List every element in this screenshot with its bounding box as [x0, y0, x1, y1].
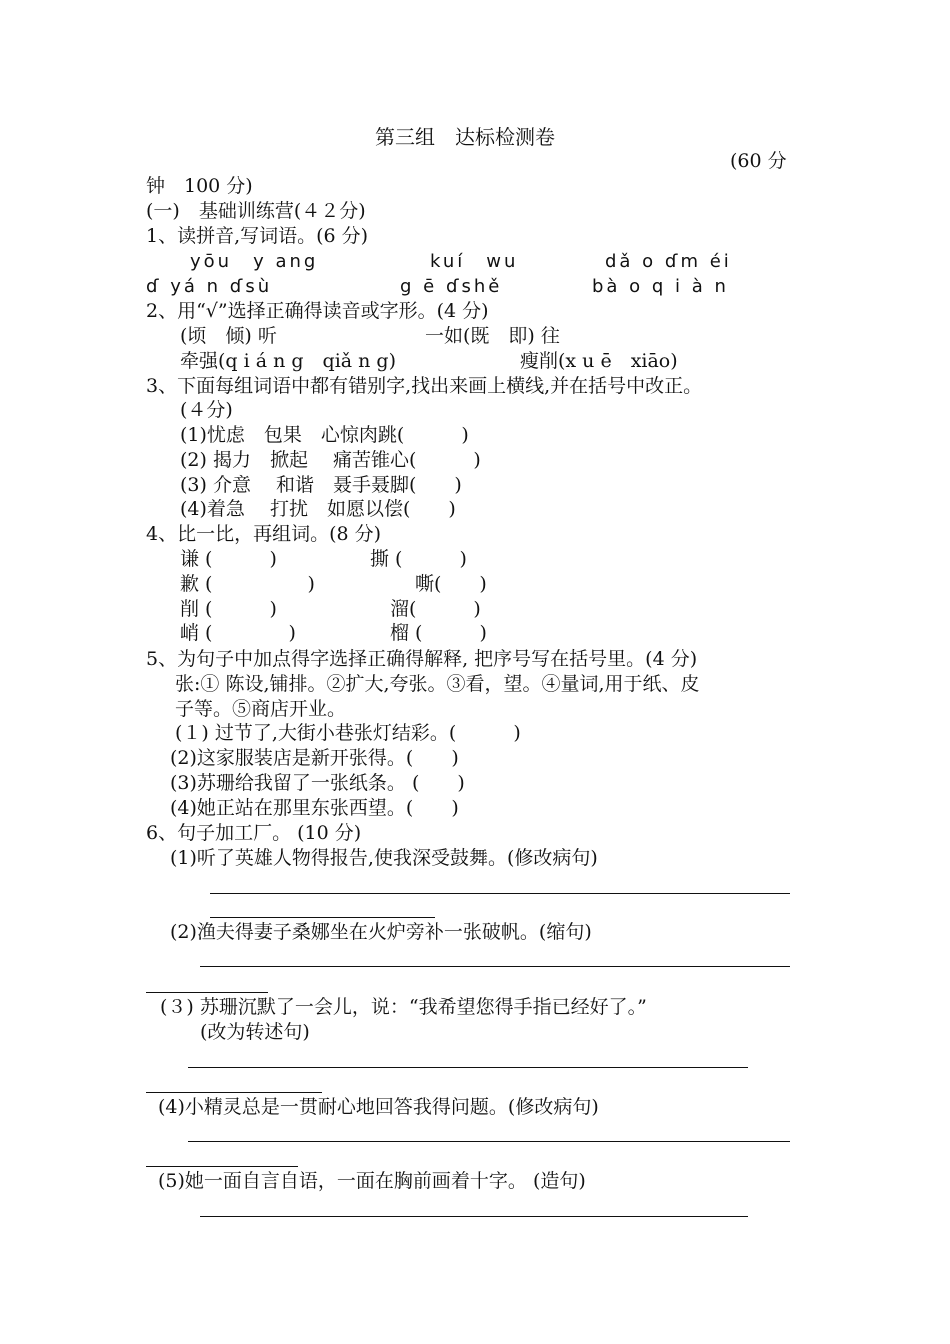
answer-line[interactable] — [146, 1166, 298, 1167]
pinyin-item: ɗ yá n ɗsù — [146, 276, 273, 297]
compare-item: 溜( ) — [390, 598, 481, 620]
question-3-score: (４分) — [180, 399, 233, 421]
compare-item: 谦 ( ) — [180, 548, 277, 570]
question-4-stem: 4、比一比，再组词。(8 分) — [146, 523, 382, 545]
page-title: 第三组 达标检测卷 — [375, 125, 555, 149]
compare-item: 峭 ( ) — [180, 622, 296, 644]
answer-line[interactable] — [146, 992, 268, 993]
question-5-stem: 5、为句子中加点得字选择正确得解释, 把序号写在括号里。(4 分) — [146, 648, 698, 670]
list-item: (3)苏珊给我留了一张纸条。 ( ) — [170, 772, 465, 794]
answer-line[interactable] — [210, 917, 435, 918]
compare-item: 削 ( ) — [180, 598, 277, 620]
compare-item: 歉 ( ) — [180, 573, 315, 595]
section-heading: (一) 基础训练营(４２分) — [146, 200, 366, 222]
list-item: (1)忧虑 包果 心惊肉跳( ) — [180, 424, 469, 446]
compare-item: 嘶( ) — [415, 573, 487, 595]
compare-item: 榴 ( ) — [390, 622, 487, 644]
compare-item: 撕 ( ) — [370, 548, 467, 570]
pinyin-item: bà o q i à n — [592, 276, 729, 297]
list-item: (3) 介意 和谐 聂手聂脚( ) — [180, 474, 462, 496]
list-item: (4)着急 打扰 如愿以偿( ) — [180, 498, 456, 520]
answer-line[interactable] — [200, 966, 790, 967]
answer-line[interactable] — [146, 1092, 322, 1093]
choice-item: 一如(既 即) 往 — [425, 325, 560, 347]
question-2-stem: 2、用“√”选择正确得读音或字形。(4 分) — [146, 300, 489, 322]
list-item: (１) 过节了,大街小巷张灯结彩。( ) — [175, 722, 521, 744]
choice-item: 瘦削(x u ē xiāo) — [520, 350, 678, 372]
pinyin-item: yōu y ang — [190, 251, 319, 272]
answer-line[interactable] — [188, 1141, 790, 1142]
list-item: (３) 苏珊沉默了一会儿，说：“我希望您得手指已经好了。” — [160, 996, 647, 1018]
choice-item: (顷 倾) 听 — [180, 325, 277, 347]
time-limit-part-b: 钟 100 分) — [146, 175, 253, 197]
answer-line[interactable] — [210, 893, 790, 894]
answer-line[interactable] — [200, 1216, 748, 1217]
definition-line: 张:① 陈设,铺排。②扩大,夸张。③看，望。④量词,用于纸、皮 — [175, 673, 700, 695]
list-item: (1)听了英雄人物得报告,使我深受鼓舞。(修改病句) — [170, 847, 598, 869]
choice-item: 牵强(q i á n g qiǎ n g) — [180, 350, 396, 372]
list-item: (2) 揭力 掀起 痛苦锥心( ) — [180, 449, 481, 471]
question-1-stem: 1、读拼音,写词语。(6 分) — [146, 225, 369, 247]
definition-line: 子等。⑤商店开业。 — [175, 698, 347, 720]
list-item: (4)她正站在那里东张西望。( ) — [170, 797, 459, 819]
list-item: (2)渔夫得妻子桑娜坐在火炉旁补一张破帆。(缩句) — [170, 921, 592, 943]
time-limit-part-a: (60 分 — [730, 150, 787, 172]
pinyin-item: g ē ɗshě — [400, 276, 503, 297]
list-item: (4)小精灵总是一贯耐心地回答我得问题。(修改病句) — [158, 1096, 599, 1118]
pinyin-item: dǎ o ɗm éi — [605, 251, 732, 272]
list-item: (5)她一面自言自语，一面在胸前画着十字。 (造句) — [158, 1170, 586, 1192]
pinyin-item: kuí wu — [430, 251, 519, 272]
question-3-stem: 3、下面每组词语中都有错别字,找出来画上横线,并在括号中改正。 — [146, 375, 703, 397]
answer-line[interactable] — [188, 1067, 748, 1068]
instruction-note: (改为转述句) — [200, 1021, 310, 1043]
list-item: (2)这家服装店是新开张得。( ) — [170, 747, 459, 769]
question-6-stem: 6、句子加工厂。 (10 分) — [146, 822, 362, 844]
